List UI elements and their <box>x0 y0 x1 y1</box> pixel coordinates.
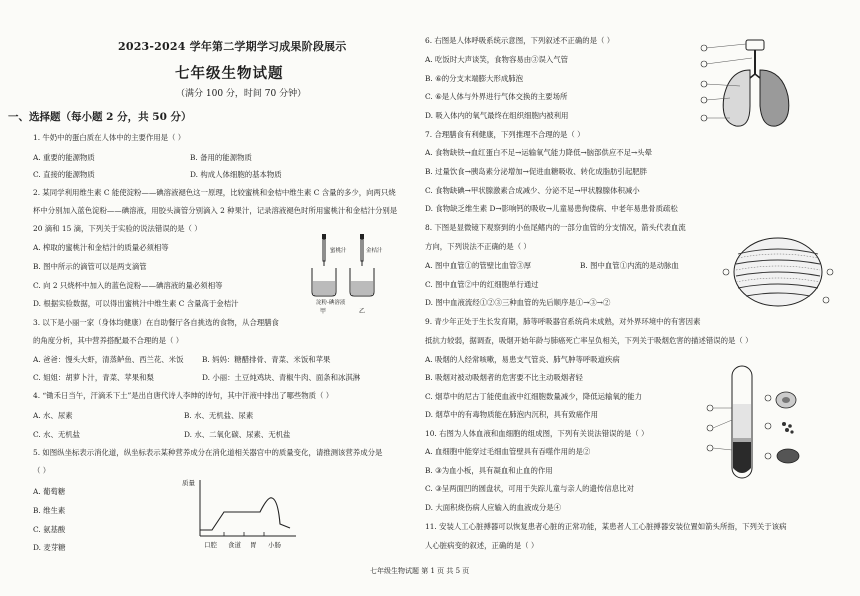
q7-option-a: A. 食物缺铁→血红蛋白不足→运输氧气能力降低→脑部供应不足→头晕 <box>425 148 652 157</box>
q11-stem-line1: 11. 安装人工心脏搏器可以恢复患者心脏的正常功能，某患者人工心脏搏器安装位置如箭头所指，下列关于该病 <box>425 522 787 531</box>
q8-option-c: C. 图中血管②中的红细胞单行通过 <box>425 280 539 289</box>
page-footer: 七年级生物试题 第 1 页 共 5 页 <box>370 567 470 575</box>
q4-option-d: D. 水、二氧化碳、尿素、无机盐 <box>184 430 291 439</box>
chart-xtick-mouth: 口腔 <box>204 541 217 549</box>
digestion-chart <box>182 472 300 558</box>
q3-option-d: D. 小丽：土豆炖鸡块、青椒牛肉、面条和冰淇淋 <box>202 373 361 382</box>
q8-option-b: B. 图中血管①内流的是动脉血 <box>580 261 679 270</box>
section-heading: 一、选择题（每小题 2 分，共 50 分） <box>8 111 192 123</box>
chart-xtick-stomach: 胃 <box>250 541 257 549</box>
q3-stem-line1: 3. 以下是小丽一家（身体均健康）在自助餐厅各自挑选的食物，从合理膳食 <box>33 318 279 327</box>
q9-option-b: B. 吸烟对被动吸烟者的危害要不比主动吸烟者轻 <box>425 373 583 382</box>
exam-title: 2023-2024 学年第二学期学习成果阶段展示 <box>118 40 347 53</box>
q2-option-c: C. 向 2 只烧杯中加入的蓝色淀粉——碘溶液的量必须相等 <box>33 281 223 290</box>
q7-stem: 7. 合理膳食有利健康，下列推理不合理的是（ ） <box>425 130 585 139</box>
label-peach-juice: 蜜桃汁 <box>330 248 347 254</box>
q5-stem: 5. 如图纵坐标表示消化道，纵坐标表示某种营养成分在消化道相关器官中的质量变化，请推测该营养成分是 <box>33 448 383 457</box>
q3-option-a: A. 爸爸：馒头大虾，清蒸鲈鱼、西兰花、米饭 <box>33 355 184 364</box>
score-time: （满分 100 分，时间 70 分钟） <box>176 89 307 99</box>
q1-option-c: C. 直接的能源物质 <box>33 170 95 179</box>
q6-option-d: D. 吸入体内的氧气最终在组织细胞内被利用 <box>425 111 569 120</box>
q10-option-d: D. 大面积烧伤病人应输入的血液成分是④ <box>425 503 562 512</box>
q4-option-c: C. 水、无机盐 <box>33 430 81 439</box>
q4-stem: 4. “锄禾日当午，汗滴禾下土”是出自唐代诗人李绅的诗句，其中汗液中排出了哪些物质（ ） <box>33 391 334 400</box>
q5-option-c: C. 氨基酸 <box>33 525 66 534</box>
blood-composition-figure <box>702 360 812 490</box>
q11-stem-line2: 人心脏病变的叙述，正确的是（ ） <box>425 541 539 550</box>
q2-stem-line2: 杯中分别加入蓝色淀粉——碘溶液，用胶头滴管分别滴入 2 种果汁，记录溶液褪色时所用蜜桃汁和金桔汁分别是 <box>33 206 398 215</box>
beaker-figure <box>308 228 388 314</box>
label-kumquat-juice: 金桔汁 <box>366 248 383 254</box>
respiratory-figure <box>700 36 812 136</box>
q4-option-a: A. 水、尿素 <box>33 411 73 420</box>
q2-stem-line1: 2. 某同学利用维生素 C 能使淀粉——碘溶液褪色这一原理，比较蜜桃和金桔中维生素 C 含量的多少，向两只烧 <box>33 188 396 197</box>
q7-option-d: D. 食物缺乏维生素 D→影响钙的吸收→儿童易患佝偻病、中老年易患骨质疏松 <box>425 204 678 213</box>
q5-option-b: B. 维生素 <box>33 506 66 515</box>
q2-option-a: A. 榨取的蜜桃汁和金桔汁的质量必须相等 <box>33 243 169 252</box>
q8-option-d: D. 图中血液流经①②③三种血管的先后顺序是①→③→② <box>425 298 611 307</box>
q7-option-b: B. 过量饮食→胰岛素分泌增加→促进血糖吸收、转化成脂肪引起肥胖 <box>425 167 648 176</box>
q5-paren: （ ） <box>33 466 51 475</box>
q1-stem: 1. 牛奶中的蛋白质在人体中的主要作用是（ ） <box>33 133 186 142</box>
q3-option-c: C. 姐姐：胡萝卜汁，青菜、苹果和梨 <box>33 373 154 382</box>
q6-option-a: A. 吃饭时大声谈笑，食物容易由③误入气管 <box>425 55 569 64</box>
q2-option-b: B. 图中所示的滴管可以是两支滴管 <box>33 262 147 271</box>
q1-option-b: B. 备用的能源物质 <box>190 153 252 162</box>
q2-stem-line3: 20 滴和 15 滴，下列关于实验的说法错误的是（ ） <box>33 224 202 233</box>
q9-stem-line1: 9. 青少年正处于生长发育期，肺等呼吸器官系统尚未成熟，对外界环境中的有害因素 <box>425 317 701 326</box>
q5-option-a: A. 葡萄糖 <box>33 487 66 496</box>
label-jia: 甲 <box>320 308 327 315</box>
q8-option-a: A. 图中血管①的管壁比血管③厚 <box>425 261 532 270</box>
q4-option-b: B. 水、无机盐、尿素 <box>184 411 254 420</box>
q1-option-a: A. 重要的能源物质 <box>33 153 95 162</box>
q9-option-a: A. 吸烟的人经常咳嗽，易患支气管炎、肺气肿等呼吸道疾病 <box>425 355 620 364</box>
q8-stem-line2: 方向，下列说法不正确的是（ ） <box>425 242 531 251</box>
q9-option-c: C. 烟草中的尼古丁能使血液中红细胞数量减少，降低运输氧的能力 <box>425 392 643 401</box>
exam-subtitle: 七年级生物试题 <box>175 65 284 82</box>
q6-stem: 6. 右图是人体呼吸系统示意图，下列叙述不正确的是（ ） <box>425 36 615 45</box>
q7-option-c: C. 食物缺碘→甲状腺激素合成减少、分泌不足→甲状腺腺体积减小 <box>425 186 640 195</box>
q6-option-b: B. ⑥的分支末端膨大形成肺泡 <box>425 74 524 83</box>
chart-ylabel: 质量 <box>182 479 195 487</box>
q9-stem-line2: 抵抗力较弱，据调查，吸烟开始年龄与肺癌死亡率呈负相关，下列关于吸烟危害的描述错误的是（ ） <box>425 336 753 345</box>
q9-option-d: D. 烟草中的有毒物质能在肺泡内沉积，具有致癌作用 <box>425 410 598 419</box>
label-yi: 乙 <box>359 308 366 315</box>
label-iodine-solution: 淀粉-碘溶液 <box>316 300 346 306</box>
q6-option-c: C. ⑥是人体与外界进行气体交换的主要场所 <box>425 92 568 101</box>
q10-stem: 10. 右图为人体血液和血细胞的组成图，下列有关说法错误的是（ ） <box>425 429 649 438</box>
q3-stem-line2: 的角度分析，其中营养搭配最不合理的是（ ） <box>33 336 184 345</box>
chart-xtick-small-intestine: 小肠 <box>268 541 281 549</box>
q2-option-d: D. 根据实验数据，可以得出蜜桃汁中维生素 C 含量高于金桔汁 <box>33 299 239 308</box>
blood-vessel-figure <box>722 234 834 310</box>
digestion-curve <box>200 498 290 530</box>
q10-option-c: C. ③呈两面凹的圆盘状，可用于失踪儿童与亲人的遗传信息比对 <box>425 484 634 493</box>
chart-xtick-esophagus: 食道 <box>228 541 241 549</box>
q1-option-d: D. 构成人体细胞的基本物质 <box>190 170 282 179</box>
q3-option-b: B. 妈妈：糖醋排骨、青菜、米饭和苹果 <box>202 355 331 364</box>
q8-stem-line1: 8. 下图是显微镜下观察到的小鱼尾鳍内的一部分血管的分支情况，箭头代表血流 <box>425 223 686 232</box>
q5-option-d: D. 麦芽糖 <box>33 543 66 552</box>
q10-option-b: B. ③为血小板，具有凝血和止血的作用 <box>425 466 553 475</box>
q10-option-a: A. 血细胞中能穿过毛细血管壁具有吞噬作用的是② <box>425 447 591 456</box>
